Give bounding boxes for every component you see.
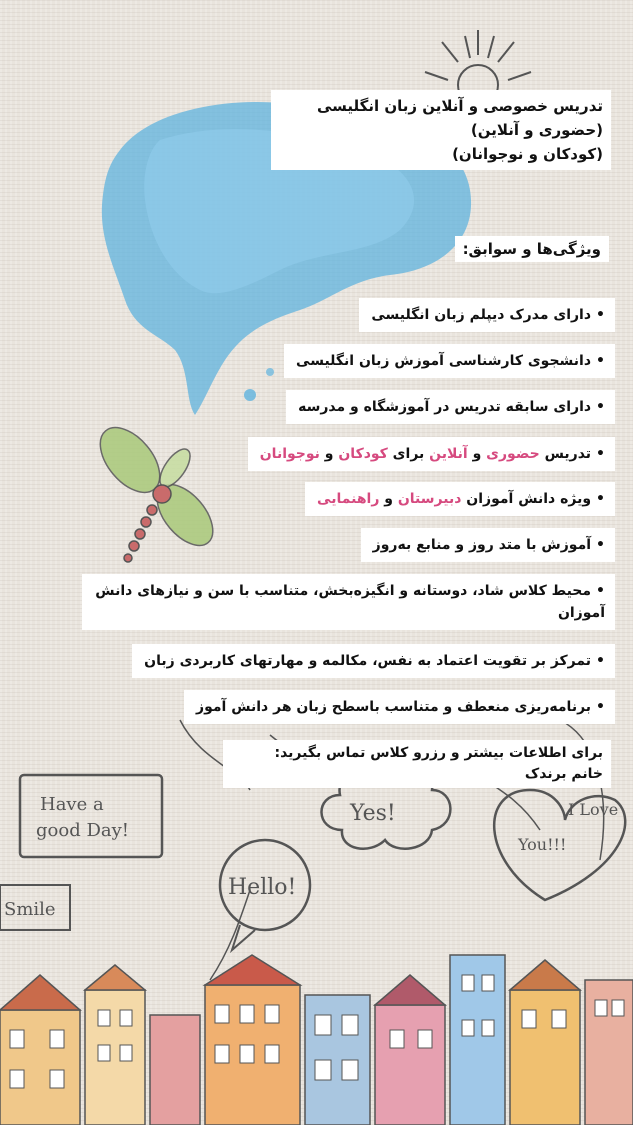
feature-item-text-part: و <box>319 446 339 462</box>
feature-item-highlight: راهنمایی <box>317 491 380 507</box>
feature-item-text-part: ویژه دانش آموزان <box>461 491 592 507</box>
yes-text: Yes! <box>350 801 396 826</box>
you-text: You!!! <box>518 835 567 854</box>
feature-item-text: برنامه‌ریزی منعطف و متناسب باسطح زبان هر دانش آموز <box>196 699 592 715</box>
contact-line-1: برای اطلاعات بیشتر و رزرو کلاس تماس بگیرید: <box>274 745 603 761</box>
features-heading: ویژگی‌ها و سوابق: <box>455 236 609 262</box>
feature-item-text-part: و <box>467 446 487 462</box>
bullet-icon: • <box>596 583 605 599</box>
feature-item-8 <box>132 644 615 678</box>
feature-item-text: دارای مدرک دیپلم زبان انگلیسی <box>371 307 592 323</box>
dragonfly-doodle <box>89 417 224 562</box>
feature-item-text: دارای سابقه تدریس در آموزشگاه و مدرسه <box>298 399 592 415</box>
bullet-icon: • <box>596 491 605 507</box>
feature-item-highlight: کودکان <box>338 446 388 462</box>
have-a-good-day-sign <box>20 775 162 857</box>
feature-item-text: تمرکز بر تقویت اعتماد به نفس، مکالمه و مهارتهای کاربردی زبان <box>144 653 592 669</box>
hello-bubble <box>220 840 310 950</box>
feature-item-highlight: نوجوانان <box>259 446 320 462</box>
good-day-text: good Day! <box>36 820 130 841</box>
feature-item-3 <box>286 390 615 424</box>
feature-item-2 <box>284 344 615 378</box>
contact-name: خانم برندک <box>524 766 603 782</box>
feature-item-highlight: آنلاین <box>429 446 468 462</box>
feature-item-9 <box>184 690 615 724</box>
bullet-icon: • <box>596 353 605 369</box>
feature-item-highlight: دبیرستان <box>397 491 462 507</box>
title-line-2: (حضوری و آنلاین) <box>470 121 603 139</box>
feature-item-highlight: حضوری <box>486 446 540 462</box>
feature-item-6 <box>361 528 615 562</box>
bullet-icon: • <box>596 446 605 462</box>
bullet-icon: • <box>596 307 605 323</box>
feature-item-text: آموزش با متد روز و منابع به‌روز <box>372 537 592 553</box>
city-skyline <box>0 955 633 1125</box>
title-line-1: تدریس خصوصی و آنلاین زبان انگلیسی <box>316 97 603 115</box>
feature-item-7 <box>82 574 615 630</box>
bullet-icon: • <box>596 653 605 669</box>
smile-sign <box>0 885 70 930</box>
contact-block <box>223 740 611 788</box>
have-a-text: Have a <box>40 794 104 815</box>
i-love-text: I Love <box>568 800 619 819</box>
feature-item-5 <box>305 482 615 516</box>
feature-item-text-part: تدریس <box>539 446 592 462</box>
feature-item-text: دانشجوی کارشناسی آموزش زبان انگلیسی <box>296 353 592 369</box>
feature-item-1 <box>359 298 615 332</box>
hello-text: Hello! <box>228 875 297 900</box>
title-line-3: (کودکان و نوجوانان) <box>452 145 603 163</box>
title-block <box>271 90 611 170</box>
feature-item-text-part: برای <box>387 446 430 462</box>
love-heart <box>494 790 625 900</box>
bullet-icon: • <box>596 399 605 415</box>
bullet-icon: • <box>596 699 605 715</box>
smile-text: Smile <box>4 899 56 920</box>
feature-item-4 <box>248 437 615 471</box>
feature-item-text-part: و <box>379 491 398 507</box>
feature-item-text: محیط کلاس شاد، دوستانه و انگیزه‌بخش، متناسب با سن و نیازهای دانش آموزان <box>95 583 605 621</box>
bullet-icon: • <box>596 537 605 553</box>
